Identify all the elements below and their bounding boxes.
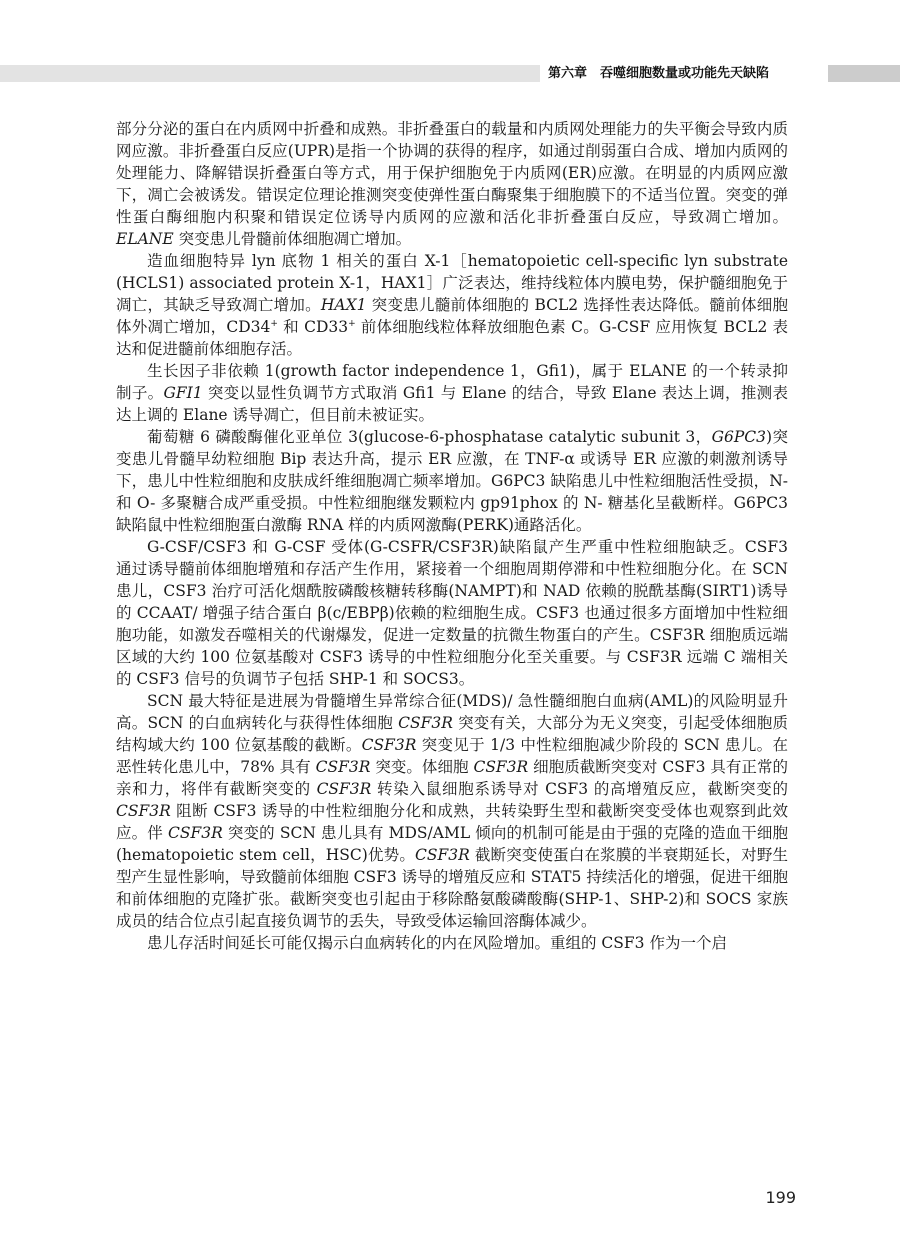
chapter-title: 第六章 吞噬细胞数量或功能先天缺陷 bbox=[548, 66, 770, 81]
italic-term: CSF3R bbox=[361, 736, 417, 754]
text-run: 部分分泌的蛋白在内质网中折叠和成熟。非折叠蛋白的载量和内质网处理能力的失平衡会导致内质网应激。非折叠蛋白反应(UPR)是指一个协调的获得的程序，如通过削弱蛋白合成、增加内质网的处理能力、降解错误折叠蛋白等方式，用于保护细胞免于内质网(ER)应激。在明显的内质网应激下，凋亡会被诱发。错误定位理论推测突变使弹性蛋白酶聚集于细胞膜下的不适当位置。突变的弹性蛋白酶细胞内积聚和错误定位诱导内质网的应激和活化非折叠蛋白反应，导致凋亡增加。 bbox=[116, 120, 788, 226]
text-run: G-CSF/CSF3 和 G-CSF 受体(G-CSFR/CSF3R)缺陷鼠产生严重中性粒细胞缺乏。CSF3 通过诱导髓前体细胞增殖和存活产生作用，紧接着一个细胞周期停滞和中性粒细胞分化。在 SCN 患儿，CSF3 治疗可活化烟酰胺磷酸核糖转移酶(NAMPT)和 NAD 依赖的脱酰基酶(SIRT1)诱导的 CCAAT/ 增强子结合蛋白 β(c/EBPβ)依赖的粒细胞生成。CSF3 也通过很多方面增加中性粒细胞功能，如激发吞噬相关的代谢爆发，促进一定数量的抗微生物蛋白的产生。CSF3R 细胞质远端区域的大约 100 位氨基酸对 CSF3 诱导的中性粒细胞分化至关重要。与 CSF3R 远端 C 端相关的 CSF3 信号的负调节子包括 SHP-1 和 SOCS3。 bbox=[116, 538, 788, 688]
page-number: 199 bbox=[765, 1188, 796, 1207]
italic-term: ELANE bbox=[116, 230, 174, 248]
paragraph bbox=[116, 360, 788, 426]
text-run: 突变见于 1/3 中性粒细胞减少阶段的 SCN 患儿。在恶性转化患儿中，78% 具有 bbox=[116, 736, 788, 776]
italic-term: HAX1 bbox=[320, 296, 367, 314]
text-run: 和 CD33 bbox=[277, 318, 349, 336]
text-run: 前体细胞线粒体释放细胞色素 C。G-CSF 应用恢复 BCL2 表达和促进髓前体细胞存活。 bbox=[116, 318, 789, 358]
text-run: SCN 最大特征是进展为骨髓增生异常综合征(MDS)/ 急性髓细胞白血病(AML)的风险明显升高。SCN 的白血病转化与获得性体细胞 bbox=[116, 692, 788, 732]
header-bar-right bbox=[828, 65, 900, 82]
text-run: 细胞质截断突变对 CSF3 具有正常的亲和力，将伴有截断突变的 bbox=[116, 758, 788, 798]
text-run: )突变患儿骨髓早幼粒细胞 Bip 表达升高，提示 ER 应激，在 TNF-α 或诱导 ER 应激的刺激剂诱导下，患儿中性粒细胞和皮肤成纤维细胞凋亡频率增加。G6PC3 缺陷患儿中性粒细胞活性受损，N- 和 O- 多聚糖合成严重受损。中性粒细胞继发颗粒内 gp91phox 的 N- 糖基化呈截断样。G6PC3 缺陷鼠中性粒细胞蛋白激酶 RNA 样的内质网激酶(PERK)通路活化。 bbox=[116, 428, 788, 534]
text-run: 截断突变使蛋白在浆膜的半衰期延长，对野生型产生显性影响，导致髓前体细胞 CSF3 诱导的增殖反应和 STAT5 持续活化的增强，促进干细胞和前体细胞的克隆扩张。截断突变也引起由于移除酪氨酸磷酸酶(SHP-1、SHP-2)和 SOCS 家族成员的结合位点引起直接负调节的丢失，导致受体运输回溶酶体减少。 bbox=[116, 846, 788, 930]
text-run: 转染入鼠细胞系诱导对 CSF3 的高增殖反应，截断突变的 bbox=[371, 780, 788, 798]
text-run: 突变。体细胞 bbox=[370, 758, 474, 776]
italic-term: CSF3R bbox=[398, 714, 453, 732]
text-run: 生长因子非依赖 1(growth factor independence 1，Gfi1)，属于 ELANE 的一个转录抑制子。 bbox=[116, 362, 788, 402]
italic-term: CSF3R bbox=[315, 758, 371, 776]
running-header bbox=[0, 65, 900, 82]
paragraph bbox=[116, 536, 788, 690]
paragraph bbox=[116, 690, 788, 932]
superscript: + bbox=[348, 318, 356, 329]
text-run: 突变以显性负调节方式取消 Gfi1 与 Elane 的结合，导致 Elane 表达上调，推测表达上调的 Elane 诱导凋亡，但目前未被证实。 bbox=[116, 384, 788, 424]
text-run: 突变患儿骨髓前体细胞凋亡增加。 bbox=[173, 230, 412, 248]
paragraph bbox=[116, 118, 788, 250]
text-run: 造血细胞特异 lyn 底物 1 相关的蛋白 X-1［hematopoietic cell-specific lyn substrate (HCLS1) associated protein X-1，HAX1］广泛表达，维持线粒体内膜电势，保护髓细胞免于凋亡，其缺乏导致凋亡增加。 bbox=[116, 252, 788, 314]
italic-term: CSF3R bbox=[116, 802, 171, 820]
text-run: 葡萄糖 6 磷酸酶催化亚单位 3(glucose-6-phosphatase catalytic subunit 3， bbox=[147, 428, 712, 446]
header-bar-left bbox=[0, 65, 540, 82]
italic-term: CSF3R bbox=[316, 780, 372, 798]
italic-term: GFI1 bbox=[163, 384, 203, 402]
paragraph bbox=[116, 426, 788, 536]
text-run: 患儿存活时间延长可能仅揭示白血病转化的内在风险增加。重组的 CSF3 作为一个启 bbox=[147, 934, 727, 952]
text-run: 突变的 SCN 患儿具有 MDS/AML 倾向的机制可能是由于强的克隆的造血干细胞(hematopoietic stem cell，HSC)优势。 bbox=[116, 824, 788, 864]
superscript: + bbox=[270, 318, 278, 329]
text-run: 突变有关，大部分为无义突变，引起受体细胞质结构域大约 100 位氨基酸的截断。 bbox=[116, 714, 788, 754]
paragraph bbox=[116, 250, 788, 360]
italic-term: CSF3R bbox=[415, 846, 470, 864]
italic-term: G6PC3 bbox=[711, 428, 767, 446]
italic-term: CSF3R bbox=[473, 758, 529, 776]
italic-term: CSF3R bbox=[168, 824, 223, 842]
paragraph bbox=[116, 932, 788, 954]
text-run: 突变患儿髓前体细胞的 BCL2 选择性表达降低。髓前体细胞体外凋亡增加，CD34 bbox=[116, 296, 788, 336]
body-text bbox=[116, 118, 788, 954]
text-run: 阻断 CSF3 诱导的中性粒细胞分化和成熟，共转染野生型和截断突变受体也观察到此效应。伴 bbox=[116, 802, 788, 842]
